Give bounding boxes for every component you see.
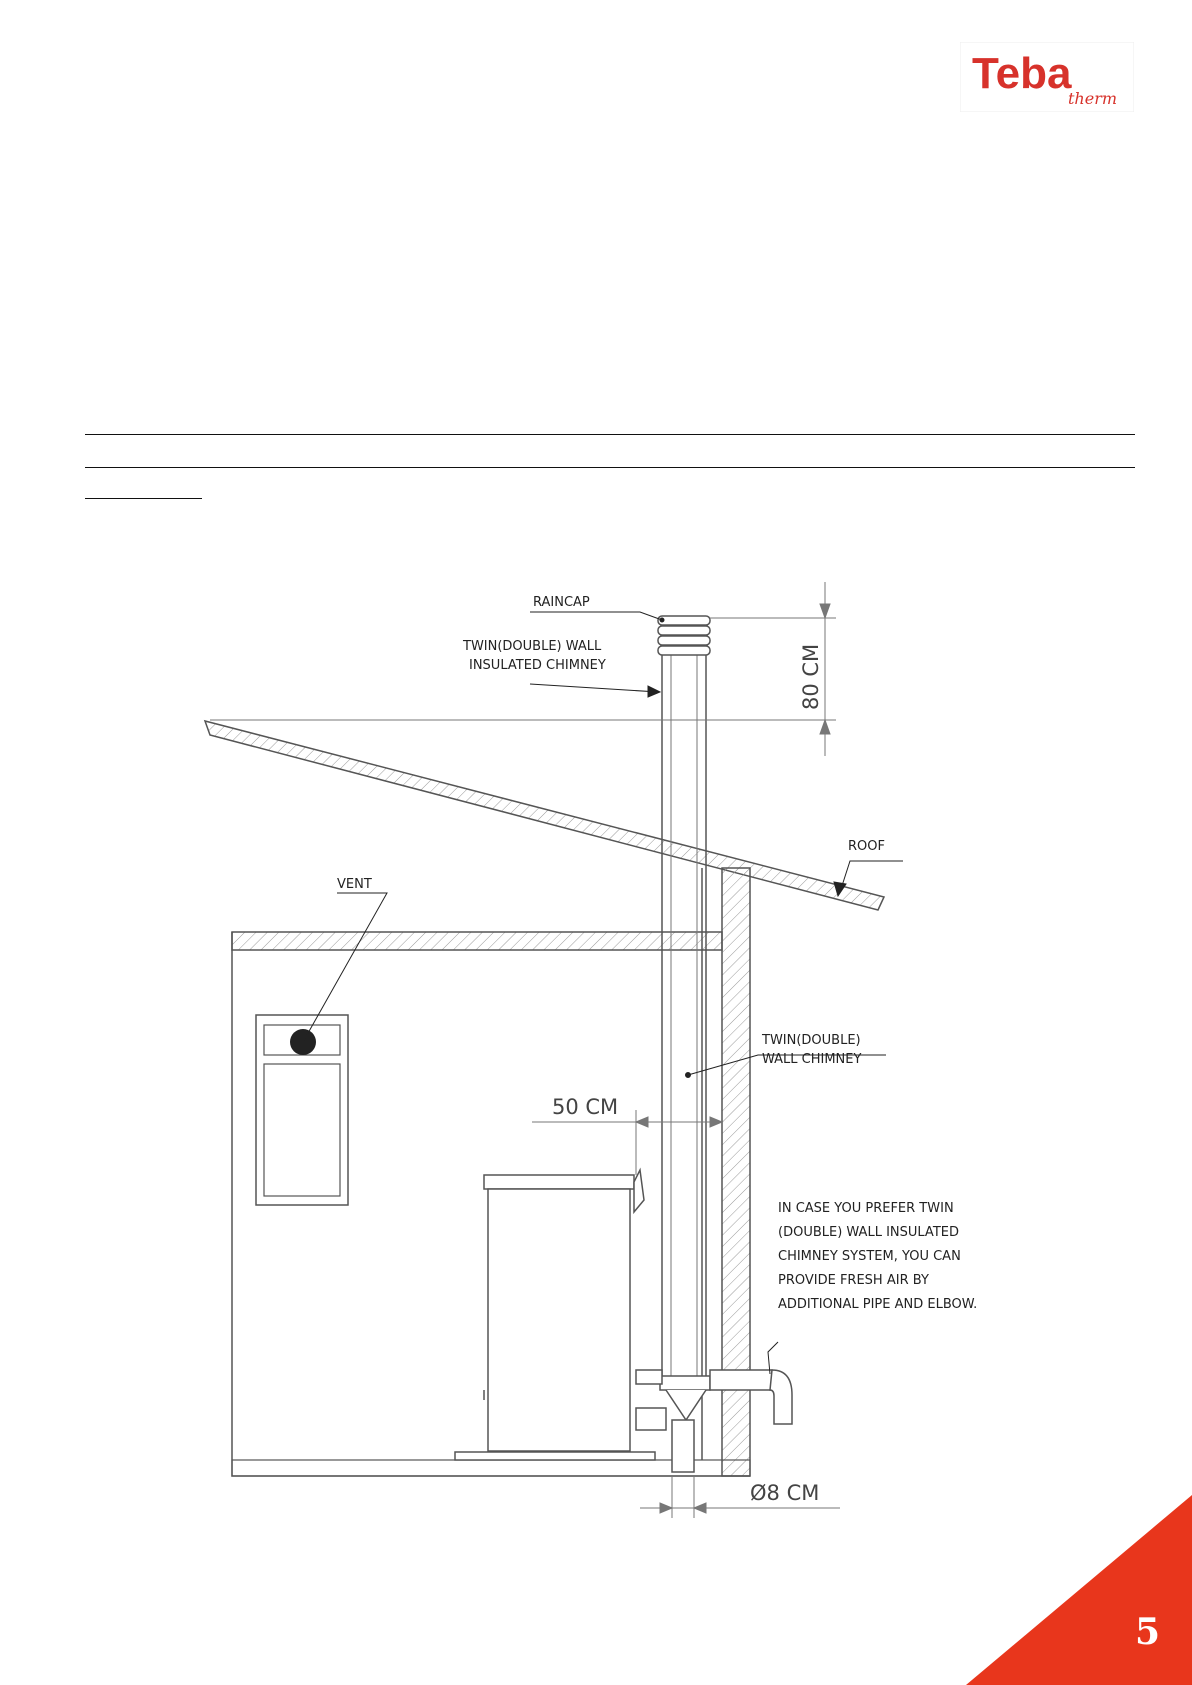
height-label: 80 CM (799, 643, 823, 710)
insulated-chimney-label-2: INSULATED CHIMNEY (469, 658, 606, 673)
diameter-label: Ø8 CM (750, 1481, 820, 1505)
raincap (658, 616, 710, 655)
logo-sub: therm (1068, 89, 1118, 108)
distance-dimension (532, 1110, 722, 1175)
window-inner-bottom (264, 1064, 340, 1196)
vent-label: VENT (337, 877, 372, 892)
wall-chimney-label-2: WALL CHIMNEY (762, 1052, 862, 1067)
note-line-2: (DOUBLE) WALL INSULATED (778, 1225, 959, 1240)
insulated-chimney-label-1: TWIN(DOUBLE) WALL (463, 639, 602, 654)
ceiling-slab (232, 932, 722, 950)
note-line-1: IN CASE YOU PREFER TWIN (778, 1201, 954, 1216)
roof-label: ROOF (848, 839, 885, 854)
chimney-pipe-outer (662, 652, 706, 1380)
note-line-5: ADDITIONAL PIPE AND ELBOW. (778, 1297, 978, 1312)
page-corner-triangle (966, 1495, 1192, 1685)
wall-chimney-label-1: TWIN(DOUBLE) (762, 1033, 861, 1048)
note-line-3: CHIMNEY SYSTEM, YOU CAN (778, 1249, 961, 1264)
logo-brand: Teba (972, 49, 1072, 98)
distance-label: 50 CM (552, 1095, 619, 1119)
stove (455, 1170, 655, 1460)
roof-slab (205, 721, 884, 910)
raincap-label: RAINCAP (533, 595, 590, 610)
note-line-4: PROVIDE FRESH AIR BY (778, 1273, 929, 1288)
page-number: 5 (1134, 1611, 1160, 1653)
